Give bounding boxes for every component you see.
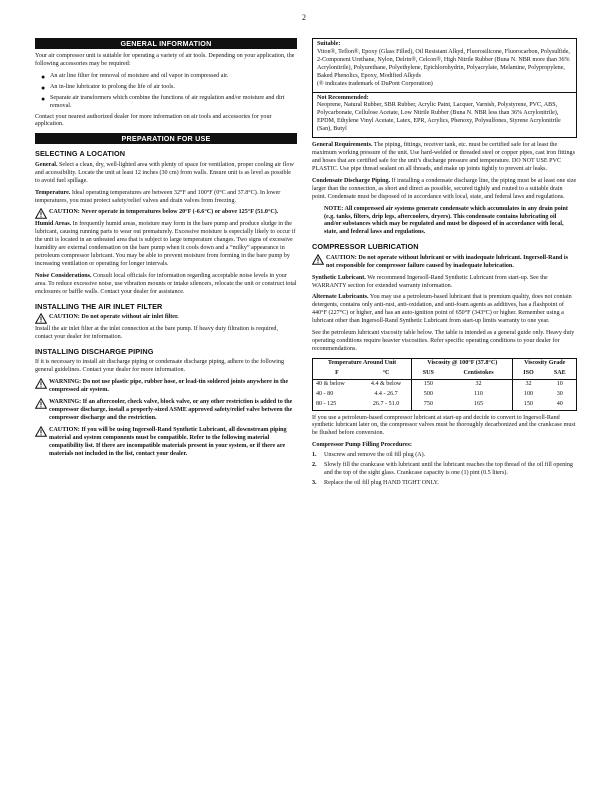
col-header: SUS [412, 369, 445, 379]
conversion-paragraph: If you use a petroleum-based compressor lubricant at start-up and decide to convert to Ingersoll-Rand synthetic lubricant later on, the compressor valves must be thoroughly decarbonized and the crankcase must be flushed before conversion. [312, 414, 576, 437]
filter-paragraph: Install the air inlet filter at the inlet connection at the bare pump. If heavy duty filtration is required, contact your dealer for information. [35, 326, 278, 341]
warning-triangle-icon [35, 378, 47, 389]
bullet-icon: ● [41, 72, 46, 81]
col-header: Centistokes [445, 369, 513, 379]
viscosity-intro: See the petroleum lubricant viscosity table below. The table is intended as a general guide only. Heavy duty operating conditions require heavier viscosities. Refer specific operating conditions to your dealer for recommendations. [312, 330, 575, 352]
table-cell: 80 - 125 [316, 400, 337, 407]
table-cell: 40 - 80 [316, 390, 334, 397]
general-contact: Contact your nearest authorized dealer for more information on air tools and accessories for your application. [35, 113, 272, 128]
table-cell: 750 [412, 400, 445, 410]
table-cell: 32 [475, 380, 482, 387]
discharge-piping-heading: INSTALLING DISCHARGE PIPING [35, 346, 154, 356]
suitable-materials: Viton®, Teflon®, Epoxy (Glass Filled), Oil Resistant Alkyd, Fluorosilicone, Fluorocarbon, Polysulfide, 2-Component Urethane, Nylon, Delrin®, Celcon®, High Nitrile Rubber (Buna N. NBR more than 36% Acrylonitrile), Polyurethane, Polyethylene, Epichlorohydrin, Polyacrylate, Melamine, Polypropylene, Baked Phenolics, Epoxy, Modified Alkyds [317, 48, 570, 79]
table-cell: 26.7 - 51.0 [372, 400, 400, 407]
general-intro: Your air compressor unit is suitable for operating a variety of air tools. Depending on your application, the following accessories may be required: [35, 53, 295, 67]
synthetic-lubricant-paragraph: Synthetic Lubricant. We recommend Ingersoll-Rand Synthetic Lubricant from start-up. See the WARRANTY section for extended warranty information. [312, 274, 548, 289]
not-recommended-label: Not Recommended: [317, 94, 369, 101]
table-cell: 40 [556, 400, 563, 407]
bullet-icon: ● [41, 83, 46, 92]
temperature-header: Temperature Around Unit [327, 359, 397, 366]
caution-filter: CAUTION: Do not operate without air inlet filter. [35, 314, 297, 322]
page-number: 2 [302, 13, 306, 22]
general-requirements-paragraph: General Requirements. The piping, fittings, receiver tank, etc. must be certified safe for at least the maximum working pressure of the unit. Use hard-welded or threaded steel or copper pipes, cast iron fittings and hoses that are certified safe for the unit’s discharge pressure and temperature. DO NOT USE PVC PLASTIC. Use pipe thread sealant on all threads, and make up joints tightly to prevent air leaks. [312, 142, 575, 172]
material-compatibility-box [312, 38, 577, 138]
warning-aftercooler: WARNING: If an aftercooler, check valve, block valve, or any other restriction is added to the compressor discharge, install a properly-sized ASME approved safety/relief valve between the compressor discharge and the restriction. [35, 399, 297, 423]
table-row [313, 390, 577, 400]
caution-triangle-icon [35, 208, 47, 219]
table-row [313, 379, 577, 389]
table-cell: 110 [474, 390, 483, 397]
condensate-paragraph: Condensate Discharge Piping. If installing a condensate discharge line, the piping must be at least one size larger than the connection, as short and direct as possible, secured tightly and routed to a suitable drain point. Condensate must be disposed of in accordance with local, state, and federal laws and regulations. [312, 177, 577, 200]
step-number: 2. [312, 462, 317, 469]
procedure-step: 1. Unscrew and remove the oil fill plug (A). [312, 452, 426, 459]
caution-triangle-icon [35, 426, 47, 437]
filling-procedures-heading: Compressor Pump Filling Procedures: [312, 442, 412, 449]
caution-temperature: CAUTION: Never operate in temperatures below 20°F (-6.6°C) or above 125°F (51.0°C). [35, 209, 297, 217]
not-recommended-materials: Neoprene, Natural Rubber, SBR Rubber, Acrylic Paint, Lacquer, Varnish, Polystyrene, PVC, ABS, Polycarbonate, Cellulose Acetate, Low Nitrile Rubber (Buna N. NBR less than 36% Acrylonitrile), EPDM, Ethylene Vinyl Acetate, Latex, EPR, Acrylics, Phenoxy, Polysulfones, Styrene Acrylonitrile (San), Butyl [317, 102, 561, 133]
table-cell: 150 [412, 379, 445, 389]
general-information-heading: GENERAL INFORMATION [35, 38, 297, 49]
table-cell: 100 [513, 390, 544, 400]
step-number: 3. [312, 479, 317, 486]
selecting-location-heading: SELECTING A LOCATION [35, 149, 126, 159]
table-cell: 150 [513, 400, 544, 410]
condensate-note: NOTE: All compressed air systems generate condensate which accumulates in any drain point (e.g. tanks, filters, drip legs, aftercoolers, dryers). This condensate contains lubricating oil and/or substances which may be regulated and must be disposed of in accordance with local, state, and federal laws and regulations. [324, 205, 568, 236]
step-number: 1. [312, 452, 317, 459]
grade-header: Viscosity Grade [513, 358, 577, 368]
humid-paragraph: Humid Areas. In frequently humid areas, moisture may form in the bare pump and produce sludge in the lubricant, causing running parts to wear out prematurely. Excessive moisture is especially likely to occur if the unit is located in an unheated area that is subject to large temperature changes. Two signs of excessive humidity are external condensation on the bare pump when it cools down and a “milky” appearance in petroleum compressor lubricant. You may be able to prevent moisture from forming in the bare pump by increasing ventilation or operating for longer intervals. [35, 221, 296, 267]
table-cell: 4.4 - 26.7 [374, 390, 398, 397]
left-column [35, 38, 297, 463]
box-divider [313, 92, 576, 93]
caution-no-lubricant: CAUTION: Do not operate without lubricant or with inadequate lubricant. Ingersoll-Rand is not responsible for compressor failure caused by inadequate lubrication. [312, 255, 577, 271]
viscosity-table [312, 358, 577, 411]
suitable-label: Suitable: [317, 41, 341, 47]
bullet-icon: ● [41, 94, 46, 103]
preparation-heading: PREPARATION FOR USE [35, 133, 297, 144]
table-subheader-row [313, 369, 577, 379]
caution-synthetic-lubricant: CAUTION: If you will be using Ingersoll-Rand Synthetic Lubricant, all downstream piping material and system components must be compatible. Refer to the following material compatibility list. If there are incompatible materials present in your system, or if there are materials not included in the list, contact your dealer. [35, 427, 297, 459]
table-cell: 32 [513, 379, 544, 389]
table-cell: 10 [556, 380, 563, 387]
table-cell: 4.4 & below [370, 380, 402, 387]
caution-triangle-icon [35, 313, 47, 324]
table-cell: 165 [473, 400, 484, 407]
caution-triangle-icon [312, 254, 324, 265]
col-header: ISO [513, 369, 544, 379]
col-header: SAE [544, 369, 577, 379]
trademark-footnote: (® indicates trademark of DuPont Corporation) [317, 80, 433, 87]
discharge-paragraph: If it is necessary to install air discharge piping or condensate discharge piping, adhere to the following general guidelines. Contact your dealer for more information. [35, 359, 285, 374]
table-cell: 500 [412, 390, 445, 400]
viscosity-header: Viscosity @ 100°F (37.8°C) [412, 358, 513, 368]
procedure-step: 2. Slowly fill the crankcase with lubricant until the lubricant reaches the top thread of the oil fill opening and the top of the sight glass. Crankcase capacity is one (1) pint (0.5 liters). [312, 462, 573, 477]
table-cell: 40 & below [316, 380, 345, 387]
compressor-lubrication-heading: COMPRESSOR LUBRICATION [312, 242, 419, 252]
table-cell: 30 [556, 390, 563, 397]
procedure-step: 3. Replace the oil fill plug HAND TIGHT ONLY. [312, 479, 439, 486]
table-header-row [313, 358, 577, 368]
accessory-item: ● An in-line lubricator to prolong the life of air tools. [41, 83, 175, 92]
right-column [312, 38, 577, 490]
alternate-lubricants-paragraph: Alternate Lubricants. You may use a petroleum-based lubricant that is premium quality, does not contain detergents, contains only anti-rust, anti-oxidation, and anti-foam agents as additives, has a flashpoint of 440°F (227°C) or higher, and has an auto-ignition point of 650°F (343°C) or higher. Remember using a lubricant other than Ingersoll-Rand Synthetic Lubricant from start-up limits warranty to one year. [312, 294, 572, 325]
warning-triangle-icon [35, 398, 47, 409]
noise-paragraph: Noise Considerations. Consult local officials for information regarding acceptable noise levels in your area. To reduce excessive noise, use vibration mounts or intake silencers, relocate the unit or construct total enclosures or baffle walls. Contact your dealer for assistance. [35, 272, 297, 295]
accessory-item: ● An air line filter for removal of moisture and oil vapor in compressed air. [41, 72, 229, 81]
temperature-paragraph: Temperature. Ideal operating temperatures are between 32°F and 100°F (0°C and 37.8°C). In lower temperatures, you must protect safety/relief valves and drain valves from freezing. [35, 189, 281, 204]
warning-plastic-pipe: WARNING: Do not use plastic pipe, rubber hose, or lead-tin soldered joints anywhere in the compressed air system. [35, 379, 297, 395]
air-inlet-filter-heading: INSTALLING THE AIR INLET FILTER [35, 301, 163, 311]
accessory-item: ● Separate air transformers which combine the functions of air regulation and/or moisture and dirt removal. [41, 94, 285, 109]
col-header: F [313, 369, 362, 379]
table-row [313, 400, 577, 410]
general-paragraph: General. Select a clean, dry, well-lighted area with plenty of space for ventilation, proper cooling air flow and accessibility. Locate the unit at least 12 inches (30 cm) from walls. Ensure unit is as level as possible to avoid fuel spillage. [35, 161, 294, 184]
col-header: °C [361, 369, 412, 379]
